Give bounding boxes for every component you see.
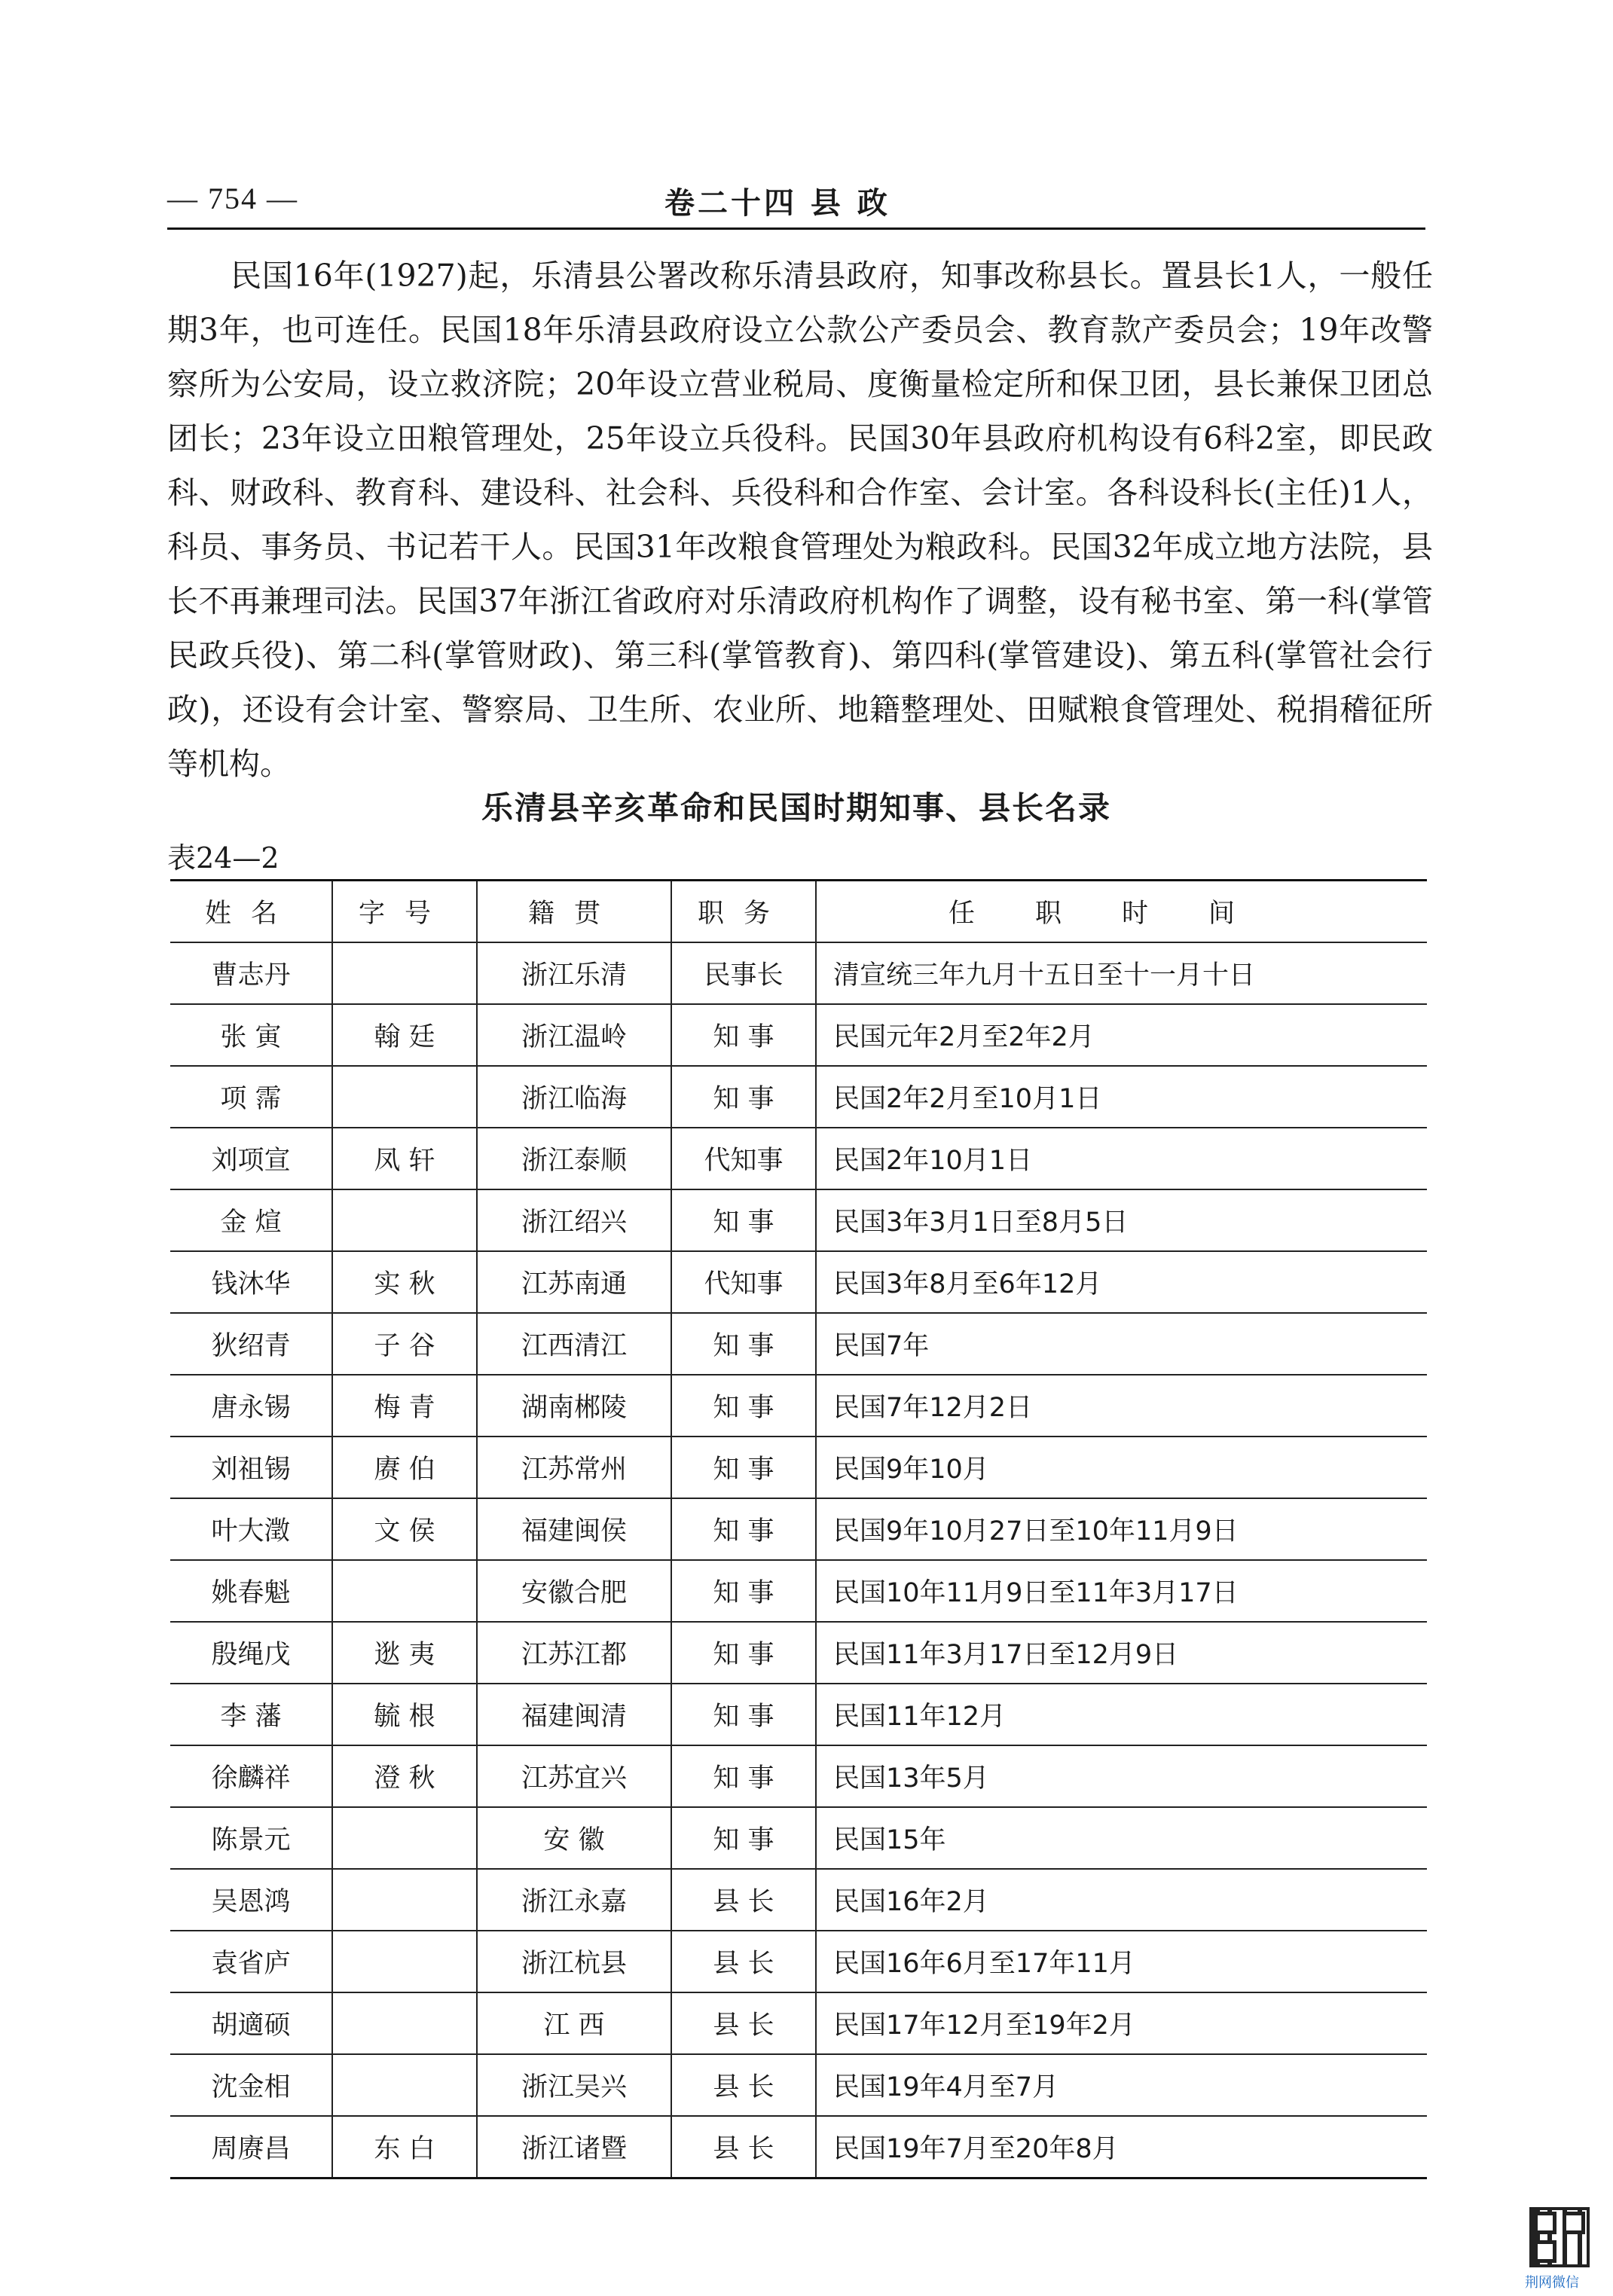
cell-post: 知 事 bbox=[671, 1560, 816, 1622]
cell-post: 知 事 bbox=[671, 1375, 816, 1437]
table-row bbox=[170, 1869, 1427, 1931]
cell-term: 民国2年2月至10月1日 bbox=[816, 1066, 1427, 1128]
table-label: 表24—2 bbox=[167, 841, 280, 875]
cell-name: 钱沐华 bbox=[170, 1251, 332, 1313]
header-name: 姓名 bbox=[170, 881, 332, 943]
cell-name: 狄绍青 bbox=[170, 1313, 332, 1375]
cell-origin: 江西清江 bbox=[477, 1313, 671, 1375]
cell-name: 袁省庐 bbox=[170, 1931, 332, 1992]
cell-alias: 子 谷 bbox=[332, 1313, 477, 1375]
cell-name: 李 藩 bbox=[170, 1684, 332, 1745]
cell-name: 周赓昌 bbox=[170, 2116, 332, 2178]
table-row bbox=[170, 1313, 1427, 1375]
table-header-row bbox=[170, 881, 1427, 943]
cell-post: 知 事 bbox=[671, 1807, 816, 1869]
table-row bbox=[170, 1437, 1427, 1498]
cell-origin: 浙江杭县 bbox=[477, 1931, 671, 1992]
table-row bbox=[170, 2054, 1427, 2116]
running-title: 卷二十四 县 政 bbox=[664, 186, 891, 221]
cell-name: 刘项宣 bbox=[170, 1128, 332, 1189]
header-divider bbox=[167, 227, 1425, 230]
cell-post: 知 事 bbox=[671, 1622, 816, 1684]
cell-name: 徐麟祥 bbox=[170, 1745, 332, 1807]
cell-origin: 江 西 bbox=[477, 1992, 671, 2054]
cell-origin: 江苏宜兴 bbox=[477, 1745, 671, 1807]
cell-post: 县 长 bbox=[671, 1869, 816, 1931]
table-row bbox=[170, 1375, 1427, 1437]
cell-term: 民国9年10月 bbox=[816, 1437, 1427, 1498]
cell-term: 民国11年3月17日至12月9日 bbox=[816, 1622, 1427, 1684]
cell-origin: 浙江临海 bbox=[477, 1066, 671, 1128]
cell-post: 县 长 bbox=[671, 1992, 816, 2054]
cell-origin: 湖南郴陵 bbox=[477, 1375, 671, 1437]
table-row bbox=[170, 1128, 1427, 1189]
qr-code-icon bbox=[1529, 2207, 1590, 2267]
cell-term: 民国13年5月 bbox=[816, 1745, 1427, 1807]
table-row bbox=[170, 1745, 1427, 1807]
cell-post: 知 事 bbox=[671, 1066, 816, 1128]
cell-term: 民国10年11月9日至11年3月17日 bbox=[816, 1560, 1427, 1622]
header-post: 职务 bbox=[671, 881, 816, 943]
cell-origin: 江苏常州 bbox=[477, 1437, 671, 1498]
cell-alias bbox=[332, 942, 477, 1004]
table-row bbox=[170, 1931, 1427, 1992]
table-row bbox=[170, 1622, 1427, 1684]
cell-origin: 浙江温岭 bbox=[477, 1004, 671, 1066]
cell-post: 知 事 bbox=[671, 1684, 816, 1745]
table-row bbox=[170, 1066, 1427, 1128]
cell-name: 殷绳戊 bbox=[170, 1622, 332, 1684]
cell-alias: 东 白 bbox=[332, 2116, 477, 2178]
cell-alias bbox=[332, 1869, 477, 1931]
table-row bbox=[170, 1004, 1427, 1066]
cell-post: 县 长 bbox=[671, 2054, 816, 2116]
cell-term: 民国元年2月至2年2月 bbox=[816, 1004, 1427, 1066]
cell-name: 胡適硕 bbox=[170, 1992, 332, 2054]
table-title: 乐清县辛亥革命和民国时期知事、县长名录 bbox=[481, 789, 1111, 826]
cell-name: 唐永锡 bbox=[170, 1375, 332, 1437]
table-row bbox=[170, 942, 1427, 1004]
header-term: 任职时间 bbox=[816, 881, 1427, 943]
body-paragraph: 民国16年(1927)起，乐清县公署改称乐清县政府，知事改称县长。置县长1人，一般任期3年，也可连任。民国18年乐清县政府设立公款公产委员会、教育款产委员会；19年改警察所为公安局，设立救济院；20年设立营业税局、度衡量检定所和保卫团，县长兼保卫团总团长；23年设立田粮管理处，25年设立兵役科。民国30年县政府机构设有6科2室，即民政科、财政科、教育科、建设科、社会科、兵役科和合作室、会计室。各科设科长(主任)1人，科员、事务员、书记若干人。民国31年改粮食管理处为粮政科。民国32年成立地方法院，县长不再兼理司法。民国37年浙江省政府对乐清政府机构作了调整，设有秘书室、第一科(掌管民政兵役)、第二科(掌管财政)、第三科(掌管教育)、第四科(掌管建设)、第五科(掌管社会行政)，还设有会计室、警察局、卫生所、农业所、地籍整理处、田赋粮食管理处、税捐稽征所等机构。 bbox=[167, 258, 1433, 782]
cell-term: 民国7年12月2日 bbox=[816, 1375, 1427, 1437]
cell-origin: 安徽合肥 bbox=[477, 1560, 671, 1622]
cell-alias: 梅 青 bbox=[332, 1375, 477, 1437]
cell-alias bbox=[332, 1992, 477, 2054]
watermark-caption: 荆网微信 bbox=[1525, 2275, 1579, 2291]
cell-post: 知 事 bbox=[671, 1745, 816, 1807]
cell-alias: 实 秋 bbox=[332, 1251, 477, 1313]
cell-term: 清宣统三年九月十五日至十一月十日 bbox=[816, 942, 1427, 1004]
header-alias: 字号 bbox=[332, 881, 477, 943]
page-header bbox=[167, 175, 1425, 227]
cell-name: 项 霈 bbox=[170, 1066, 332, 1128]
cell-name: 金 煊 bbox=[170, 1189, 332, 1251]
cell-alias: 逖 夷 bbox=[332, 1622, 477, 1684]
cell-name: 刘祖锡 bbox=[170, 1437, 332, 1498]
cell-alias bbox=[332, 2054, 477, 2116]
cell-post: 民事长 bbox=[671, 942, 816, 1004]
cell-post: 代知事 bbox=[671, 1251, 816, 1313]
cell-term: 民国3年3月1日至8月5日 bbox=[816, 1189, 1427, 1251]
header-origin: 籍贯 bbox=[477, 881, 671, 943]
cell-alias bbox=[332, 1807, 477, 1869]
cell-origin: 江苏南通 bbox=[477, 1251, 671, 1313]
cell-origin: 浙江泰顺 bbox=[477, 1128, 671, 1189]
table-row bbox=[170, 1251, 1427, 1313]
cell-alias: 凤 轩 bbox=[332, 1128, 477, 1189]
cell-term: 民国19年7月至20年8月 bbox=[816, 2116, 1427, 2178]
cell-origin: 浙江诸暨 bbox=[477, 2116, 671, 2178]
cell-alias bbox=[332, 1560, 477, 1622]
cell-origin: 江苏江都 bbox=[477, 1622, 671, 1684]
table-row bbox=[170, 1807, 1427, 1869]
cell-post: 知 事 bbox=[671, 1004, 816, 1066]
table-row bbox=[170, 1189, 1427, 1251]
cell-alias: 毓 根 bbox=[332, 1684, 477, 1745]
cell-term: 民国2年10月1日 bbox=[816, 1128, 1427, 1189]
table-row bbox=[170, 2116, 1427, 2178]
cell-name: 叶大澂 bbox=[170, 1498, 332, 1560]
body-text bbox=[167, 249, 1433, 791]
cell-alias bbox=[332, 1189, 477, 1251]
table-row bbox=[170, 1560, 1427, 1622]
cell-origin: 福建闽清 bbox=[477, 1684, 671, 1745]
cell-post: 县 长 bbox=[671, 1931, 816, 1992]
magistrate-table bbox=[170, 879, 1427, 2179]
cell-term: 民国16年6月至17年11月 bbox=[816, 1931, 1427, 1992]
cell-alias bbox=[332, 1931, 477, 1992]
cell-name: 沈金相 bbox=[170, 2054, 332, 2116]
cell-term: 民国11年12月 bbox=[816, 1684, 1427, 1745]
table-row bbox=[170, 1498, 1427, 1560]
cell-post: 县 长 bbox=[671, 2116, 816, 2178]
cell-term: 民国7年 bbox=[816, 1313, 1427, 1375]
cell-name: 曹志丹 bbox=[170, 942, 332, 1004]
cell-origin: 浙江永嘉 bbox=[477, 1869, 671, 1931]
cell-term: 民国19年4月至7月 bbox=[816, 2054, 1427, 2116]
cell-post: 知 事 bbox=[671, 1189, 816, 1251]
table-row bbox=[170, 1992, 1427, 2054]
table-row bbox=[170, 1684, 1427, 1745]
cell-term: 民国15年 bbox=[816, 1807, 1427, 1869]
cell-alias: 文 侯 bbox=[332, 1498, 477, 1560]
page-number: — 754 — bbox=[167, 182, 298, 215]
cell-alias: 翰 廷 bbox=[332, 1004, 477, 1066]
cell-origin: 浙江乐清 bbox=[477, 942, 671, 1004]
cell-name: 张 寅 bbox=[170, 1004, 332, 1066]
cell-alias: 赓 伯 bbox=[332, 1437, 477, 1498]
cell-term: 民国3年8月至6年12月 bbox=[816, 1251, 1427, 1313]
cell-post: 知 事 bbox=[671, 1498, 816, 1560]
cell-alias bbox=[332, 1066, 477, 1128]
cell-post: 代知事 bbox=[671, 1128, 816, 1189]
cell-term: 民国17年12月至19年2月 bbox=[816, 1992, 1427, 2054]
cell-name: 陈景元 bbox=[170, 1807, 332, 1869]
cell-origin: 福建闽侯 bbox=[477, 1498, 671, 1560]
cell-name: 吴恩鸿 bbox=[170, 1869, 332, 1931]
cell-origin: 安 徽 bbox=[477, 1807, 671, 1869]
table-body bbox=[170, 942, 1427, 2178]
cell-term: 民国16年2月 bbox=[816, 1869, 1427, 1931]
cell-name: 姚春魁 bbox=[170, 1560, 332, 1622]
cell-post: 知 事 bbox=[671, 1437, 816, 1498]
cell-origin: 浙江吴兴 bbox=[477, 2054, 671, 2116]
cell-alias: 澄 秋 bbox=[332, 1745, 477, 1807]
cell-term: 民国9年10月27日至10年11月9日 bbox=[816, 1498, 1427, 1560]
cell-origin: 浙江绍兴 bbox=[477, 1189, 671, 1251]
cell-post: 知 事 bbox=[671, 1313, 816, 1375]
